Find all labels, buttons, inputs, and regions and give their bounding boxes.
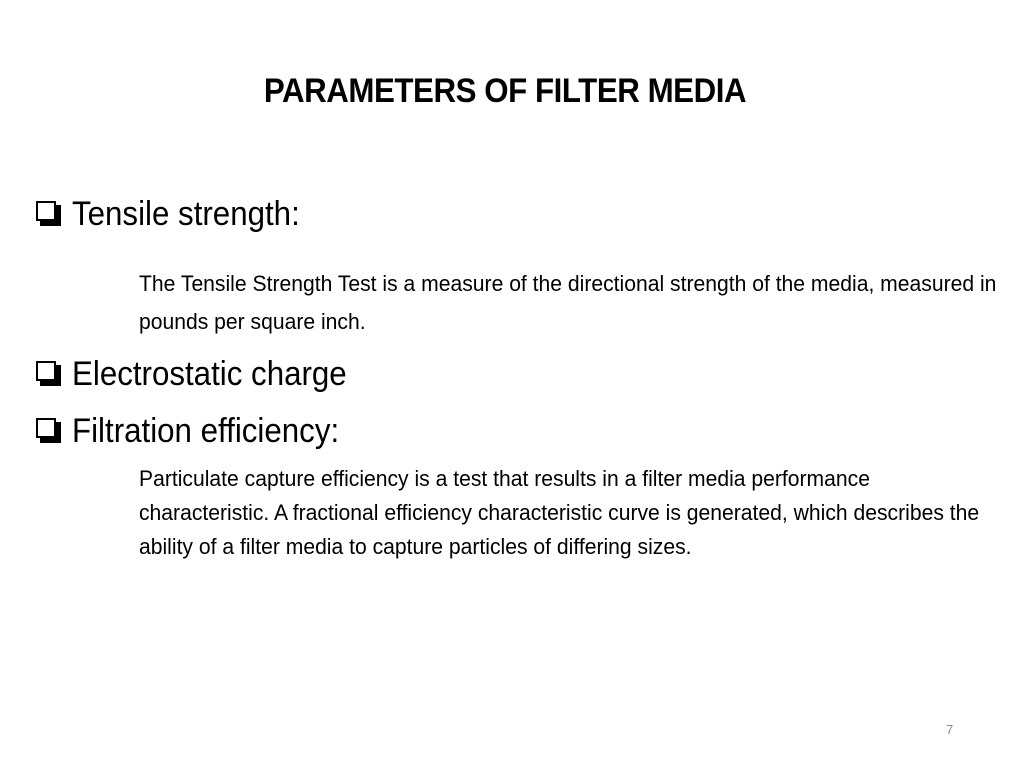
page-number: 7 [946, 722, 954, 737]
slide-title: PARAMETERS OF FILTER MEDIA [263, 72, 747, 110]
checkbox-icon [36, 201, 62, 227]
bullet-electrostatic-charge [36, 352, 371, 396]
paragraph-text: The Tensile Strength Test is a measure of the directional strength of the media, measured in pounds per square inch. [139, 271, 997, 334]
filtration-efficiency-description [139, 462, 1019, 564]
checkbox-icon [36, 361, 62, 387]
paragraph-text: Particulate capture efficiency is a test that results in a filter media performance characteristic. A fractional efficiency characteristic curve is generated, which describes the ability of a filter media to capture particles of differing sizes. [139, 466, 980, 559]
bullet-heading: Electrostatic charge [72, 355, 347, 393]
bullet-filtration-efficiency [36, 409, 362, 453]
bullet-heading: Tensile strength: [72, 195, 300, 233]
bullet-heading: Filtration efficiency: [72, 412, 340, 450]
bullet-tensile-strength [36, 192, 320, 236]
checkbox-icon [36, 418, 62, 444]
tensile-strength-description [139, 265, 1019, 341]
